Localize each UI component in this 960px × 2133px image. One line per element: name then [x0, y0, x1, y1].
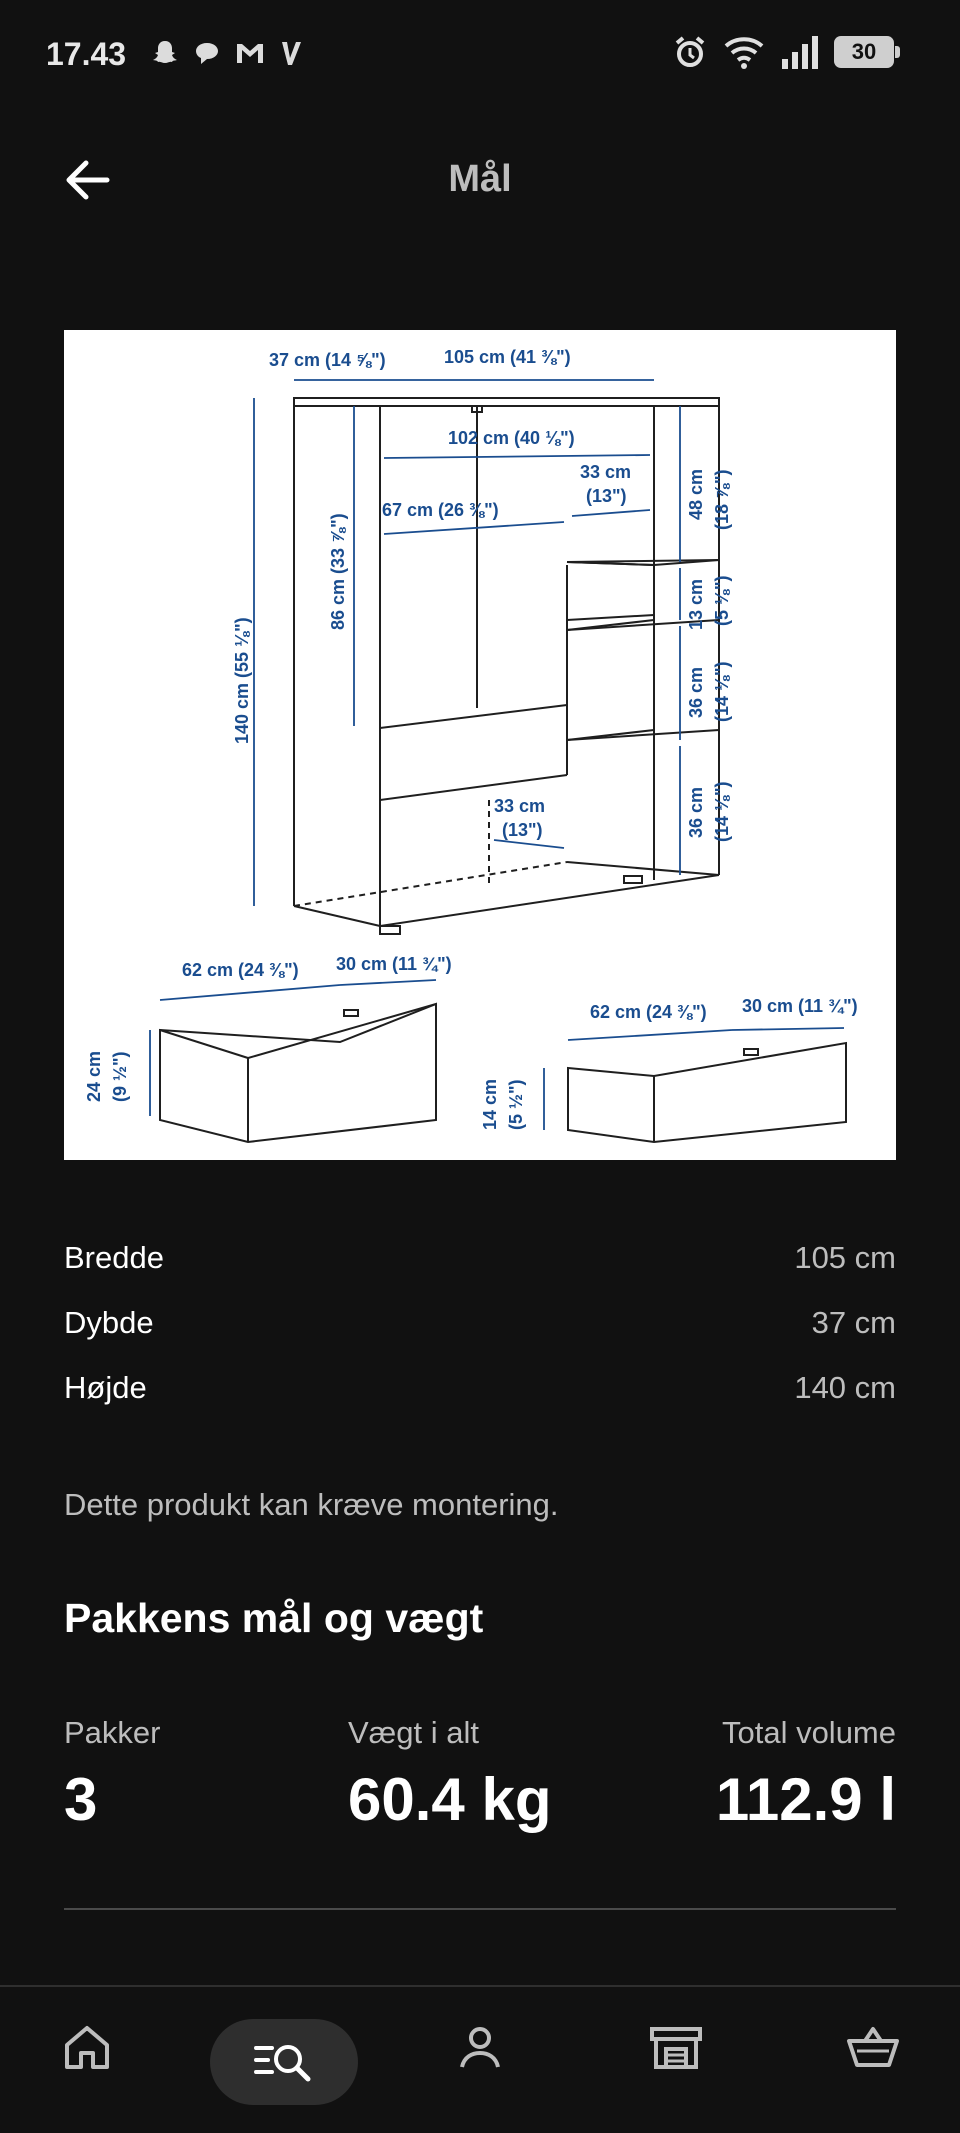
dimension-labels — [84, 347, 858, 1130]
battery-icon: 30 — [834, 36, 894, 68]
system-icons — [672, 34, 894, 70]
status-bar — [0, 0, 960, 110]
label-drawer2-width: 62 cm (24 ⅜") — [590, 1002, 707, 1022]
stat-label: Vægt i alt — [348, 1715, 479, 1750]
status-time: 17.43 — [46, 36, 127, 72]
stat-label: Pakker — [64, 1715, 161, 1750]
dimension-label: Højde — [64, 1369, 147, 1405]
label-depth: 37 cm (14 ⅝") — [269, 350, 386, 370]
label-drawer2-height-in: (5 ½") — [506, 1079, 526, 1130]
label-inner-depth-in: (13") — [502, 820, 543, 840]
snapchat-icon — [150, 38, 180, 68]
profile-icon — [456, 2023, 504, 2071]
dimension-value: 37 cm — [811, 1304, 896, 1340]
label-drawer1-height-in: (9 ½") — [110, 1051, 130, 1102]
dimension-value: 140 cm — [794, 1369, 896, 1405]
label-lower-compartment-1: 36 cm — [686, 666, 706, 718]
label-shelf-width: 33 cm — [580, 462, 632, 482]
wardrobe-outline — [294, 398, 719, 934]
package-section-title: Pakkens mål og vægt — [64, 1595, 484, 1641]
basket-icon — [845, 2023, 901, 2071]
stat-weight — [348, 1715, 551, 1834]
label-width: 105 cm (41 ⅜") — [444, 347, 571, 367]
notification-icons — [150, 38, 304, 68]
gmail-icon — [234, 38, 266, 68]
divider — [64, 1908, 896, 1910]
nav-profile[interactable] — [440, 2017, 520, 2077]
dimension-row-depth — [64, 1290, 896, 1355]
v-app-icon — [278, 38, 304, 68]
dimension-lines — [150, 380, 844, 1130]
label-inner-width: 102 cm (40 ⅛") — [448, 428, 575, 448]
alarm-icon — [672, 34, 708, 70]
wifi-icon — [722, 34, 766, 70]
dimension-value: 105 cm — [794, 1239, 896, 1275]
label-inner-depth: 33 cm — [494, 796, 546, 816]
stat-packages — [64, 1715, 160, 1834]
bottom-navigation — [0, 1985, 960, 2133]
dimension-label: Bredde — [64, 1239, 164, 1275]
nav-basket[interactable] — [833, 2017, 913, 2077]
header — [0, 130, 960, 230]
dimension-row-height — [64, 1355, 896, 1420]
label-height: 140 cm (55 ⅛") — [232, 617, 252, 744]
stat-value: 60.4 kg — [348, 1766, 552, 1833]
chat-icon — [192, 38, 222, 68]
drawer-drawings — [160, 1004, 846, 1142]
store-icon — [648, 2023, 704, 2071]
label-top-compartment-in: (18 ⅞") — [712, 469, 732, 530]
stat-value: 112.9 l — [715, 1766, 896, 1833]
label-drawer2-depth: 30 cm (11 ¾") — [742, 996, 858, 1016]
nav-search[interactable] — [210, 2019, 358, 2105]
page-title: Mål — [448, 158, 512, 200]
dimension-label: Dybde — [64, 1304, 154, 1340]
label-lower-compartment-2-in: (14 ⅛") — [712, 781, 732, 842]
label-mid-compartment: 13 cm — [686, 578, 706, 630]
label-drawer1-depth: 30 cm (11 ¾") — [336, 954, 452, 974]
label-lower-compartment-1-in: (14 ⅛") — [712, 661, 732, 722]
package-stats — [64, 1715, 896, 1835]
dimension-diagram — [64, 330, 896, 1160]
assembly-note: Dette produkt kan kræve montering. — [64, 1487, 559, 1522]
stat-label: Total volume — [721, 1715, 896, 1750]
label-hanging-height: 86 cm (33 ⅞") — [328, 513, 348, 630]
dimensions-list — [64, 1225, 896, 1420]
label-lower-compartment-2: 36 cm — [686, 786, 706, 838]
stat-value: 3 — [64, 1766, 98, 1833]
signal-icon — [780, 35, 820, 69]
stat-volume — [716, 1715, 896, 1834]
label-hanging-width: 67 cm (26 ⅜") — [382, 500, 499, 520]
dimension-row-width — [64, 1225, 896, 1290]
nav-store[interactable] — [636, 2017, 716, 2077]
wardrobe-dimension-drawing — [64, 330, 896, 1160]
nav-home[interactable] — [47, 2017, 127, 2077]
label-drawer2-height: 14 cm — [480, 1078, 500, 1130]
home-icon — [62, 2023, 112, 2071]
label-shelf-width-in: (13") — [586, 486, 627, 506]
label-mid-compartment-in: (5 ⅛") — [712, 575, 732, 626]
label-drawer1-height: 24 cm — [84, 1050, 104, 1102]
label-top-compartment: 48 cm — [686, 468, 706, 520]
label-drawer1-width: 62 cm (24 ⅜") — [182, 960, 299, 980]
search-icon — [252, 2038, 316, 2086]
